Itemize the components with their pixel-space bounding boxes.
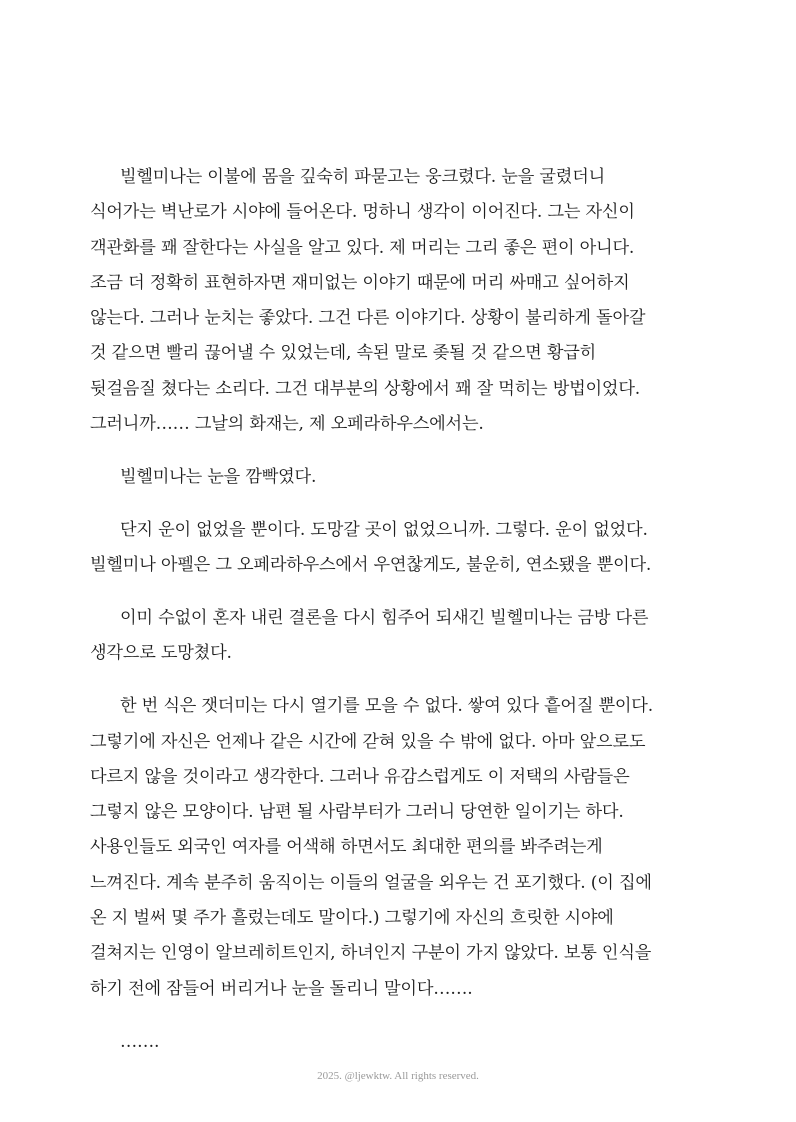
text-line: ……. <box>120 1031 160 1052</box>
text-line: 느껴진다. 계속 분주히 움직이는 이들의 얼굴을 외우는 건 포기했다. (이 집에 <box>90 872 652 893</box>
text-line: 빌헬미나 아펠은 그 오페라하우스에서 우연찮게도, 불운히, 연소됐을 뿐이다. <box>90 555 652 576</box>
text-line: 생각으로 도망쳤다. <box>90 643 232 664</box>
paragraph-6 <box>90 1025 720 1060</box>
text-line: 다르지 않을 것이라고 생각한다. 그러나 유감스럽게도 이 저택의 사람들은 <box>90 766 630 787</box>
text-line: 조금 더 정확히 표현하자면 재미없는 이야기 때문에 머리 싸매고 싶어하지 <box>90 272 630 293</box>
text-line: 객관화를 꽤 잘한다는 사실을 알고 있다. 제 머리는 그리 좋은 편이 아니다. <box>90 237 635 258</box>
paragraph-4 <box>90 601 720 672</box>
text-line: 빌헬미나는 눈을 깜빡였다. <box>120 466 317 487</box>
copyright-footer: 2025. @ljewktw. All rights reserved. <box>317 1070 479 1082</box>
text-line: 이미 수없이 혼자 내린 결론을 다시 힘주어 되새긴 빌헬미나는 금방 다른 <box>120 608 649 629</box>
text-line: 그렇지 않은 모양이다. 남편 될 사람부터가 그러니 당연한 일이기는 하다. <box>90 802 624 823</box>
text-line: 뒷걸음질 쳤다는 소리다. 그건 대부분의 상황에서 꽤 잘 먹히는 방법이었다. <box>90 378 640 399</box>
text-line: 식어가는 벽난로가 시야에 들어온다. 멍하니 생각이 이어진다. 그는 자신이 <box>90 202 635 223</box>
text-line: 하기 전에 잠들어 버리거나 눈을 돌리니 말이다……. <box>90 978 473 999</box>
text-line: 그렇기에 자신은 언제나 같은 시간에 갇혀 있을 수 밖에 없다. 아마 앞으로도 <box>90 731 646 752</box>
paragraph-2 <box>90 460 720 495</box>
paragraph-3 <box>90 513 720 584</box>
text-line: 것 같으면 빨리 끊어낼 수 있었는데, 속된 말로 좆될 것 같으면 황급히 <box>90 343 597 364</box>
text-line: 걸쳐지는 인영이 알브레히트인지, 하녀인지 구분이 가지 않았다. 보통 인식을 <box>90 943 652 964</box>
text-line: 사용인들도 외국인 여자를 어색해 하면서도 최대한 편의를 봐주려는게 <box>90 837 603 858</box>
text-line: 한 번 식은 잿더미는 다시 열기를 모을 수 없다. 쌓여 있다 흩어질 뿐이다. <box>120 696 653 717</box>
paragraph-5 <box>90 689 720 1007</box>
text-line: 단지 운이 없었을 뿐이다. 도망갈 곳이 없었으니까. 그렇다. 운이 없었다. <box>120 519 648 540</box>
text-line: 그러니까…… 그날의 화재는, 제 오페라하우스에서는. <box>90 414 484 435</box>
text-line: 빌헬미나는 이불에 몸을 깊숙히 파묻고는 웅크렸다. 눈을 굴렸더니 <box>120 167 605 187</box>
text-line: 않는다. 그러나 눈치는 좋았다. 그건 다른 이야기다. 상황이 불리하게 돌아갈 <box>90 308 646 329</box>
body-text <box>90 160 720 1060</box>
paragraph-1 <box>90 160 720 442</box>
text-line: 온 지 벌써 몇 주가 흘렀는데도 말이다.) 그렇기에 자신의 흐릿한 시야에 <box>90 908 614 929</box>
